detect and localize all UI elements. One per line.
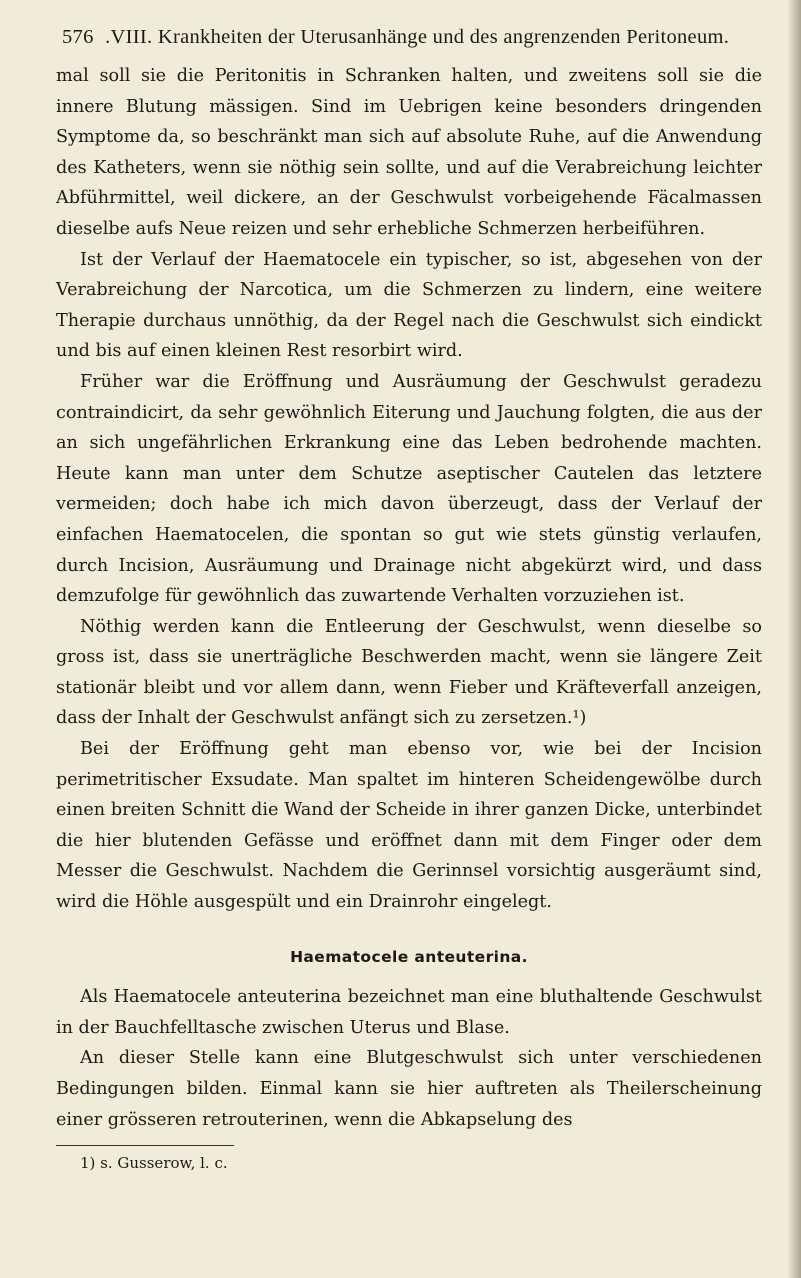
paragraph-typical-course: Ist der Verlauf der Haematocele ein typischer, so ist, abgesehen von der Verabreichung der Narcotica, um die Schmerzen zu lindern, eine weitere Therapie durchaus unnöthig, da der Regel nach die Geschwulst sich eindickt und bis auf einen kleinen Rest resorbirt wird. — [56, 249, 762, 362]
paragraph-procedure: Bei der Eröffnung geht man ebenso vor, wie bei der Incision perimetritischer Exsudate. Man spaltet im hinteren Scheidengewölbe durch einen breiten Schnitt die Wand der Scheide in ihrer ganzen Dicke, unterbindet die hier blutenden Gefässe und eröffnet dann mit dem Finger oder dem Messer die Geschwulst. Nachdem die Gerinnsel vorsichtig ausgeräumt sind, wird die Höhle ausgespült und ein Drainrohr eingelegt. — [56, 739, 762, 913]
paragraph-earlier-practice: Früher war die Eröffnung und Ausräumung der Geschwulst geradezu contraindicirt, da sehr gewöhnlich Eiterung und Jauchung folgten, die aus der an sich ungefährlichen Erkrankung eine das Leben bedrohende machten. Heute kann man unter dem Schutze aseptischer Cautelen das letztere vermeiden; doch habe ich mich davon überzeugt, dass der Verlauf der einfachen Haematocelen, die spontan so gut wie stets günstig verlaufen, durch Incision, Ausräumung und Drainage nicht abgekürzt wird, und dass demzufolge für gewöhnlich das zuwartende Verhalten vorzuziehen ist. — [56, 371, 762, 607]
footnote: 1) s. Gusserow, l. c. — [80, 1154, 228, 1173]
paragraph-continuation: mal soll sie die Peritonitis in Schranken halten, und zweitens soll sie die innere Blutung mässigen. Sind im Uebrigen keine besonders dringenden Symptome da, so beschränkt man sich auf absolute Ruhe, auf die Anwendung des Katheters, wenn sie nöthig sein sollte, und auf die Verabreichung leichter Abführmittel, weil dickere, an der Geschwulst vorbeigehende Fäcalmassen dieselbe aufs Neue reizen und sehr erhebliche Schmerzen herbeiführen. — [56, 66, 762, 239]
running-header — [62, 22, 761, 52]
section-heading: Haematocele anteuterina. — [290, 947, 528, 966]
paragraph-conditions: An dieser Stelle kann eine Blutgeschwulst sich unter verschiedenen Bedingungen bilden. Einmal kann sie hier auftreten als Theilerscheinung einer grösseren retrouterinen, wenn die Abkapselung des — [56, 1048, 762, 1130]
paragraph-definition: Als Haematocele anteuterina bezeichnet man eine bluthaltende Geschwulst in der Bauchfelltasche zwischen Uterus und Blase. — [56, 987, 762, 1038]
page-number: 576 — [62, 26, 94, 48]
body-text — [56, 61, 762, 1174]
page-edge-shadow — [787, 0, 801, 1278]
paragraph-indications: Nöthig werden kann die Entleerung der Geschwulst, wenn dieselbe so gross ist, dass sie unerträgliche Beschwerden macht, wenn sie längere Zeit stationär bleibt und vor allem dann, wenn Fieber und Kräfteverfall anzeigen, dass der Inhalt der Geschwulst anfängt sich zu zersetzen.¹) — [56, 616, 762, 729]
footnote-rule — [56, 1145, 234, 1146]
running-title: .VIII. Krankheiten der Uterusanhänge und des angrenzenden Peritoneum. — [105, 26, 730, 48]
